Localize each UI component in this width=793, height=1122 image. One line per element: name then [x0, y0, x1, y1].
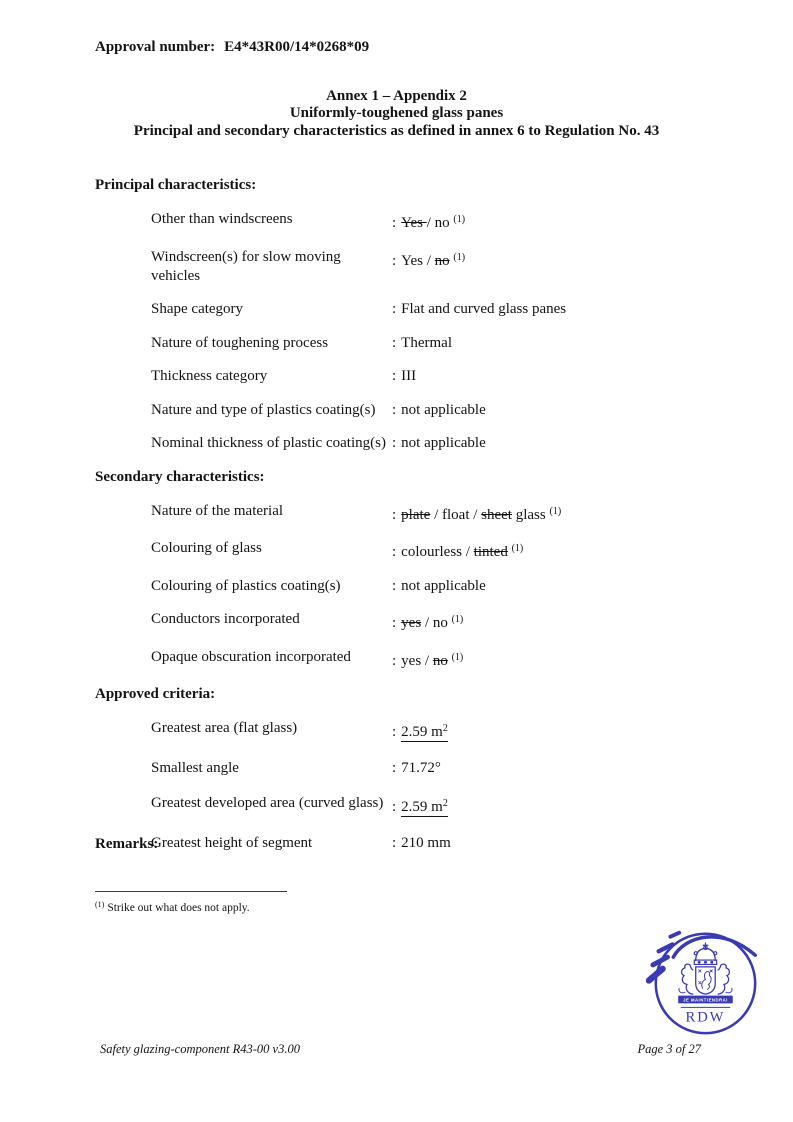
footer [100, 1042, 701, 1057]
colon-separator: : [392, 506, 397, 523]
characteristic-row [95, 434, 715, 453]
lion-right-icon [718, 964, 732, 994]
colon-separator: : [392, 652, 397, 669]
characteristic-row [95, 334, 715, 353]
colon-separator: : [392, 834, 397, 851]
value-text: Yes / [401, 252, 435, 269]
characteristic-row [95, 367, 715, 386]
value-text: / no [421, 615, 452, 631]
row-label: Opaque obscuration incorporated [151, 648, 351, 665]
approval-number-line [95, 39, 369, 56]
stamp-dash-1 [670, 933, 679, 937]
section-heading: Principal characteristics: [95, 177, 257, 193]
row-value [392, 648, 715, 671]
characteristic-row [95, 401, 715, 420]
stamp-dash-4 [649, 969, 663, 981]
value-text: Thermal [401, 334, 452, 351]
value-text: 71.72° [401, 759, 441, 776]
row-value [392, 334, 715, 353]
row-value [392, 434, 715, 453]
title-line-1: Annex 1 – Appendix 2 [326, 88, 467, 104]
value-text: colourless / [401, 544, 474, 560]
row-value [392, 794, 715, 817]
title-line-2: Uniformly-toughened glass panes [289, 105, 504, 122]
row-value [392, 210, 715, 233]
characteristic-row [95, 248, 715, 286]
value-text: no [432, 652, 448, 669]
row-label: Nature and type of plastics coating(s) [151, 401, 376, 418]
characteristic-row [95, 210, 715, 233]
colon-separator: : [392, 301, 397, 317]
row-label: Other than windscreens [151, 211, 293, 227]
row-label: Colouring of glass [151, 540, 262, 556]
footnote-reference: (1) [549, 505, 562, 517]
value-text: 2.59 m [401, 799, 443, 815]
characteristic-row [95, 834, 715, 853]
row-label: Windscreen(s) for slow moving vehicles [151, 248, 341, 284]
shield-icon [696, 967, 715, 994]
row-label: Nature of the material [151, 502, 284, 519]
row-label: Shape category [151, 301, 244, 317]
characteristic-row [95, 502, 715, 525]
row-value [392, 759, 715, 778]
stamp-dash-3 [653, 957, 668, 965]
row-label: Smallest angle [151, 759, 239, 776]
row-value [392, 719, 715, 742]
colon-separator: : [392, 577, 397, 594]
lion-left-icon [679, 964, 693, 994]
characteristic-row [95, 610, 715, 633]
footnote-reference: (1) [453, 214, 466, 225]
title-line-3: Principal and secondary characteristics as defined in annex 6 to Regulation No. 43 [133, 122, 660, 139]
colon-separator: : [392, 615, 397, 631]
remarks-heading: Remarks: [95, 836, 159, 852]
value-text: / float / [430, 506, 482, 523]
section-heading: Approved criteria: [95, 686, 216, 702]
row-label: Colouring of plastics coating(s) [151, 577, 341, 594]
approval-label: Approval number: [95, 39, 216, 55]
row-value [392, 367, 715, 386]
row-value [392, 401, 715, 420]
footnote-body: Strike out what does not apply. [107, 902, 250, 914]
value-text: 2.59 m [401, 724, 443, 740]
stamp-dash-2 [659, 944, 673, 951]
row-value [392, 577, 715, 596]
row-value [392, 610, 715, 633]
row-label: Greatest height of segment [151, 834, 313, 851]
colon-separator: : [392, 334, 397, 351]
section-secondary [95, 468, 715, 671]
row-label: Thickness category [151, 368, 268, 384]
colon-separator: : [392, 252, 397, 269]
value-text: not applicable [401, 577, 486, 594]
characteristic-row [95, 577, 715, 596]
stamp-org: RDW [685, 1009, 726, 1026]
section-heading: Secondary characteristics: [95, 468, 265, 485]
value-text: no [434, 252, 450, 269]
row-label: Conductors incorporated [151, 611, 300, 627]
colon-separator: : [392, 544, 397, 560]
colon-separator: : [392, 435, 397, 451]
value-text [401, 799, 448, 817]
characteristic-row [95, 300, 715, 319]
row-label: Greatest area (flat glass) [151, 720, 298, 736]
value-text: glass [511, 506, 550, 523]
row-value [392, 834, 715, 853]
value-text: yes [401, 615, 422, 631]
value-text: not applicable [401, 401, 486, 418]
footnote [95, 891, 495, 914]
row-value [392, 300, 715, 319]
value-text: Flat and curved glass panes [401, 301, 567, 317]
approval-number: E4*43R00/14*0268*09 [224, 39, 370, 55]
characteristic-row [95, 759, 715, 778]
row-value [392, 248, 715, 286]
row-label: Nature of toughening process [151, 334, 329, 351]
colon-separator: : [392, 401, 397, 418]
row-label: Greatest developed area (curved glass) [151, 795, 384, 811]
footnote-reference: (1) [451, 651, 464, 663]
footnote-reference: 2 [442, 723, 448, 734]
document-title [0, 88, 793, 140]
rdw-stamp [646, 924, 763, 1039]
characteristic-row [95, 539, 715, 562]
value-text [401, 724, 448, 742]
characteristic-row [95, 719, 715, 742]
colon-separator: : [392, 759, 397, 776]
footnote-reference: (1) [453, 251, 466, 263]
colon-separator: : [392, 799, 397, 815]
value-text: 210 mm [401, 834, 451, 851]
value-text: not applicable [401, 435, 486, 451]
value-text: Yes [401, 215, 427, 231]
footnote-reference: (1) [451, 614, 464, 625]
row-label: Nominal thickness of plastic coating(s) [151, 435, 386, 451]
stamp-motto: JE MAINTIENDRAI [683, 997, 728, 1003]
value-text: sheet [481, 506, 512, 523]
value-text: / no [426, 215, 454, 231]
crown-icon [694, 943, 717, 964]
characteristic-row [95, 648, 715, 671]
section-principal [95, 176, 715, 453]
footnote-text [95, 900, 495, 914]
footer-left: Safety glazing-component R43-00 v3.00 [100, 1042, 300, 1056]
footer-right: Page 3 of 27 [637, 1042, 701, 1056]
colon-separator: : [392, 215, 397, 231]
colon-separator: : [392, 724, 397, 740]
value-text: yes / [401, 652, 433, 669]
footnote-marker: (1) [95, 900, 105, 909]
sections [95, 176, 715, 869]
footnote-reference: (1) [511, 543, 524, 554]
footnote-reference: 2 [442, 798, 448, 809]
section-approved [95, 685, 715, 853]
value-text: plate [401, 506, 431, 523]
value-text: tinted [473, 544, 508, 560]
row-value [392, 539, 715, 562]
value-text: III [401, 368, 417, 384]
footnote-rule [95, 891, 287, 892]
colon-separator: : [392, 368, 397, 384]
characteristic-row [95, 794, 715, 817]
row-value [392, 502, 715, 525]
